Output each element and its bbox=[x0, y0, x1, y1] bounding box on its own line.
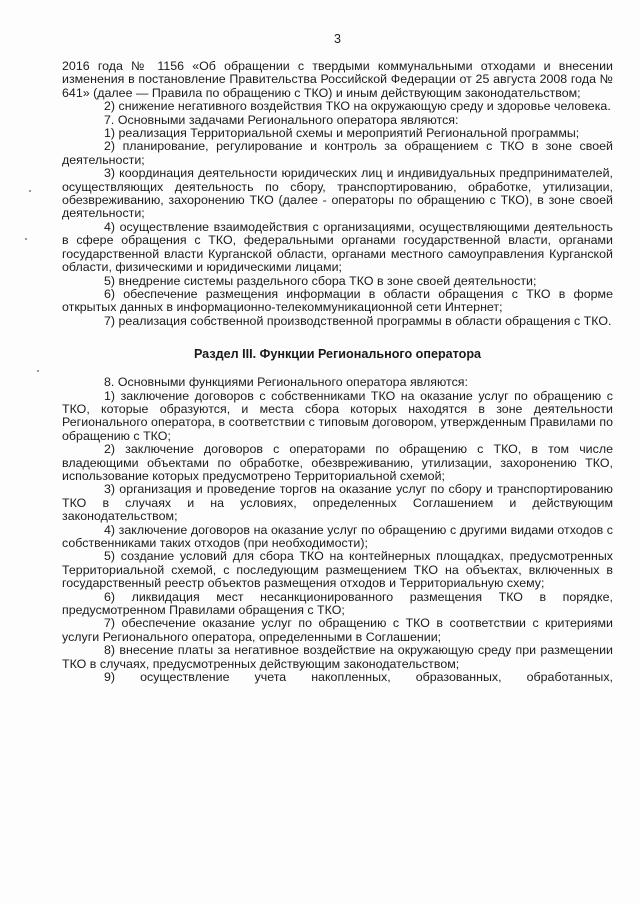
paragraph: 3) координация деятельности юридических лиц и индивидуальных предпринимателей, осуществляющих деятельность по сбору, транспортированию, обработке, утилизации, обезвреживанию, захоронению ТКО (далее - операторы по обращению с ТКО), в зоне своей деятельности; bbox=[62, 166, 613, 221]
paragraph: 2) снижение негативного воздействия ТКО на окружающую среду и здоровье человека. bbox=[104, 99, 611, 114]
paragraph: 3) организация и проведение торгов на оказание услуг по сбору и транспортированию ТКО в случаях и на условиях, определенных Соглашением и действующим законодательством; bbox=[62, 482, 613, 524]
section-heading: Раздел III. Функции Регионального оператора bbox=[193, 347, 482, 362]
paragraph: 1) заключение договоров с собственниками ТКО на оказание услуг по обращению с ТКО, которые образуются, и места сбора которых находятся в зоне деятельности Регионального оператора, в соответствии с типовым договором, утвержденным Правилами по обращению с ТКО; bbox=[62, 388, 613, 443]
paragraph: 6) обеспечение размещения информации в области обращения с ТКО в форме открытых данных в информационно-телекоммуникационной сети Интернет; bbox=[62, 286, 613, 315]
paragraph: 8) внесение платы за негативное воздействие на окружающую среду при размещении ТКО в случаях, предусмотренных действующим законодательством; bbox=[62, 643, 613, 671]
paragraph: 7) обеспечение оказание услуг по обращению с ТКО в соответствии с критериями услуги Регионального оператора, определенными в Соглашении; bbox=[62, 616, 613, 644]
paragraph: 4) осуществление взаимодействия с организациями, осуществляющими деятельность в сфере обращения с ТКО, федеральными органами государственной власти, органами государственной власти Курганской области, органами местного самоуправления Курганской области, физическими и юридическими лицами; bbox=[62, 219, 613, 275]
section-2-continuation bbox=[62, 60, 613, 328]
section-3-body bbox=[62, 376, 613, 684]
paragraph: 2016 года № 1156 «Об обращении с твердыми коммунальными отходами и внесении изменения в постановление Правительства Российской Федерации от 25 августа 2008 года № 641» (далее — Правила по обращению с ТКО) и иным действующим законодательством; bbox=[62, 59, 613, 100]
page-number: 3 bbox=[334, 32, 341, 46]
paragraph: 7. Основными задачами Регионального оператора являются: bbox=[104, 112, 459, 127]
paragraph: 8. Основными функциями Регионального оператора являются: bbox=[104, 375, 468, 390]
paragraph: 2) планирование, регулирование и контроль за обращением с ТКО в зоне своей деятельности; bbox=[62, 139, 613, 167]
paragraph: 1) реализация Территориальной схемы и мероприятий Региональной программы; bbox=[104, 126, 580, 141]
paragraph: 9) осуществление учета накопленных, образованных, обработанных, bbox=[104, 670, 613, 685]
scan-speck bbox=[29, 190, 31, 192]
scan-speck bbox=[37, 370, 39, 372]
paragraph: 7) реализация собственной производственной программы в области обращения с ТКО. bbox=[104, 313, 612, 328]
paragraph: 2) заключение договоров с операторами по обращению с ТКО, в том числе владеющими объектами по обработке, обезвреживанию, утилизации, захоронению ТКО, использование которых предусмотрено Территориальной схемой; bbox=[62, 442, 613, 483]
paragraph: 6) ликвидация мест несанкционированного размещения ТКО в порядке, предусмотренном Правилами обращения с ТКО; bbox=[62, 589, 613, 618]
scan-speck bbox=[25, 238, 27, 240]
paragraph: 5) создание условий для сбора ТКО на контейнерных площадках, предусмотренных Территориальной схемой, с последующим размещением ТКО на объектах, включенных в государственный реестр объектов размещения отходов и Территориальную схему; bbox=[62, 549, 613, 591]
paragraph: 4) заключение договоров на оказание услуг по обращению с другими видами отходов с собственниками таких отходов (при необходимости); bbox=[62, 522, 613, 550]
paragraph: 5) внедрение системы раздельного сбора ТКО в зоне своей деятельности; bbox=[104, 273, 537, 288]
